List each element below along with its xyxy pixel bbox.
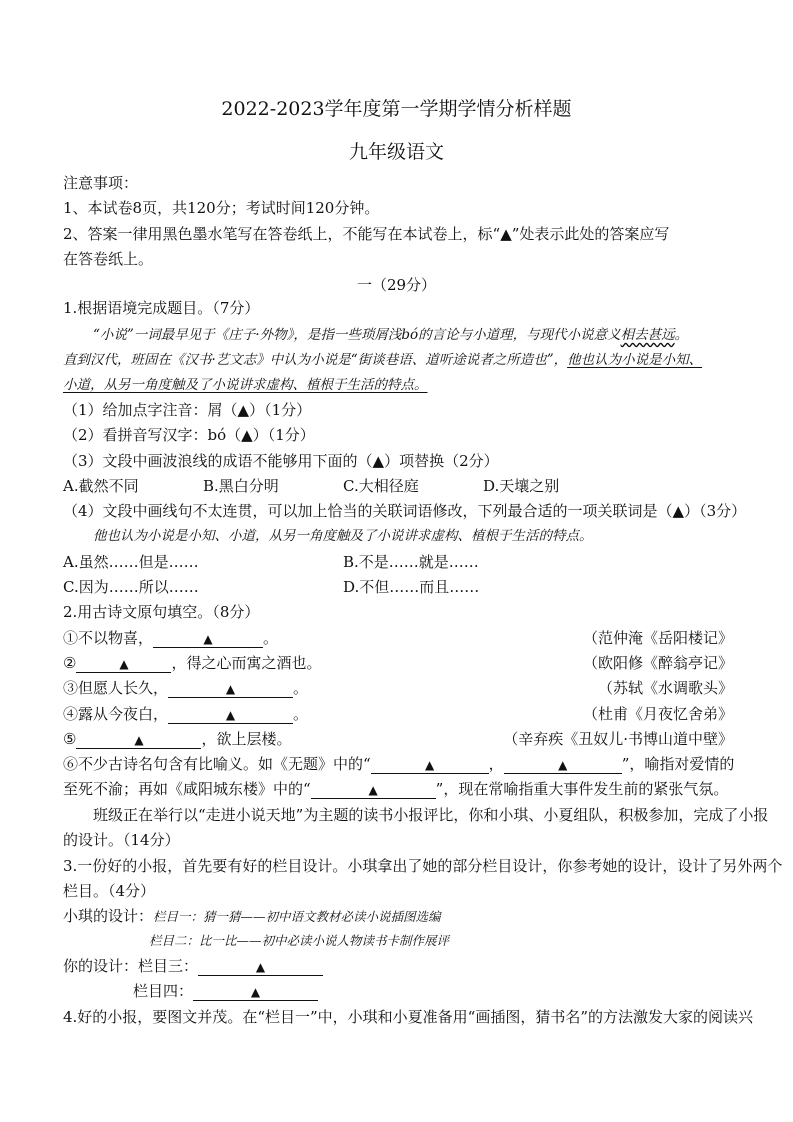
q1-sub-1: （1）给加点字注音：屑（▲）（1分）	[63, 401, 312, 419]
column-one: 栏目一：猜一猜——初中语文教材必读小说插图选编	[153, 909, 441, 924]
poem-text: ③但愿人长久，	[63, 679, 169, 697]
answer-marker: ▲	[119, 657, 129, 671]
poem-text: 。	[293, 679, 309, 697]
q1-passage-line-2	[63, 350, 733, 370]
poem-text: ⑥不少古诗名句含有比喻义。如《无题》中的“	[63, 755, 371, 773]
poem-text: 至死不渝；再如《咸阳城东楼》中的“	[63, 780, 311, 798]
notice-heading: 注意事项：	[63, 174, 139, 192]
poem-text: 。	[263, 629, 279, 647]
q1-stem: 1.根据语境完成题目。（7分）	[63, 299, 260, 317]
option-d: D.天壤之别	[483, 477, 560, 495]
q2-source-5: （辛弃疾《丑奴儿·书博山道中壁》	[503, 730, 733, 748]
poem-text: ①不以物喜，	[63, 629, 154, 647]
answer-blank	[76, 655, 171, 673]
q3-stem-b: 栏目。（4分）	[63, 882, 156, 900]
your-design-label: 你的设计：栏目三：	[63, 957, 199, 975]
answer-marker: ▲	[425, 758, 435, 772]
answer-blank	[371, 756, 489, 774]
q3-your-design-row-1	[63, 956, 733, 976]
poem-text: ，得之心而寓之酒也。	[171, 654, 322, 672]
q3-design-row-1	[63, 906, 733, 927]
wavy-underlined-idiom: 相去甚远	[620, 327, 675, 343]
section-heading: 一（29分）	[356, 276, 437, 294]
q2-stem: 2.用古诗文原句填空。（8分）	[63, 603, 260, 621]
notice-item-2a: 2、答案一律用黑色墨水笔写在答卷纸上，不能写在本试卷上，标“▲”处表示此处的答案应写	[63, 225, 670, 243]
q2-source-1: （范仲淹《岳阳楼记》	[582, 629, 733, 647]
answer-marker: ▲	[203, 632, 213, 646]
answer-blank	[168, 680, 293, 698]
answer-blank	[504, 756, 622, 774]
option-b: B.黑白分明	[203, 477, 279, 495]
exam-subtitle: 九年级语文	[348, 141, 444, 163]
q2-line-7	[63, 779, 733, 799]
design-label: 小琪的设计：	[63, 907, 154, 925]
notice-item-2b: 在答卷纸上。	[63, 250, 154, 268]
q2-source-2: （欧阳修《醉翁亭记》	[582, 654, 733, 672]
q3-stem-a: 3.一份好的小报，首先要有好的栏目设计。小琪拿出了她的部分栏目设计，你参考她的设计，设计了另外两个	[63, 857, 783, 875]
activity-intro-a: 班级正在举行以“走进小说天地”为主题的读书小报评比，你和小琪、小夏组队，积极参加，完成了小报	[93, 806, 769, 824]
q2-source-3: （苏轼《水调歌头》	[597, 679, 733, 697]
answer-blank	[76, 731, 201, 749]
option-c: C.大相径庭	[343, 477, 419, 495]
activity-intro-b: 的设计。（14分）	[63, 831, 180, 849]
answer-blank	[153, 630, 263, 648]
option-c: C.因为……所以……	[63, 578, 199, 596]
poem-text: ④露从今夜白，	[63, 705, 169, 723]
q2-line-6	[63, 754, 733, 774]
option-b: B.不是……就是……	[343, 553, 479, 571]
option-a: A.截然不同	[63, 477, 139, 495]
poem-text: 。	[293, 705, 309, 723]
answer-marker: ▲	[368, 783, 378, 797]
passage-text: 直到汉代，班固在《汉书·艺文志》中认为小说是“街谈巷语、道听途说者之所造也”，	[63, 352, 568, 368]
underlined-sentence: 他也认为小说是小知、	[567, 352, 703, 368]
q1-sub-3: （3）文段中画波浪线的成语不能够用下面的（▲）项替换（2分）	[63, 452, 499, 470]
passage-text: 。	[674, 327, 689, 343]
q2-source-4: （杜甫《月夜忆舍弟》	[582, 705, 733, 723]
passage-text: “小说”一词最早见于《庄子·外物》，是指一些琐屑浅bó的言论与小道理，与现代小说意义	[93, 327, 621, 343]
answer-marker: ▲	[225, 682, 236, 696]
answer-blank	[311, 781, 436, 799]
poem-text: ”，现在常喻指重大事件发生前的紧张气氛。	[435, 780, 729, 798]
answer-marker: ▲	[134, 733, 144, 747]
answer-blank	[168, 706, 293, 724]
q1-sub-2: （2）看拼音写汉字：bó（▲）（1分）	[63, 426, 315, 444]
poem-text: ”，喻指对爱情的	[621, 755, 735, 773]
poem-text: ⑤	[63, 730, 77, 748]
poem-text: ，欲上层楼。	[201, 730, 292, 748]
column-four-row	[133, 981, 318, 1001]
option-d: D.不但……而且……	[343, 578, 480, 596]
underlined-sentence: 小道，从另一角度触及了小说讲求虚构、植根于生活的特点。	[63, 377, 428, 393]
answer-marker: ▲	[255, 960, 266, 974]
q1-passage-line-3	[63, 375, 733, 395]
notice-item-1: 1、本试卷8页，共120分；考试时间120分钟。	[63, 199, 380, 217]
answer-marker: ▲	[250, 985, 261, 999]
column-four-label: 栏目四：	[133, 982, 194, 1000]
answer-marker: ▲	[225, 708, 236, 722]
q1-sub-4: （4）文段中画线句不太连贯，可以加上恰当的关联词语修改，下列最合适的一项关联词是（▲）（3分）	[63, 502, 747, 520]
answer-blank	[198, 958, 323, 976]
q1-passage-line-1	[63, 325, 733, 345]
answer-blank	[193, 983, 318, 1001]
q1-sub-4-sentence: 他也认为小说是小知、小道，从另一角度触及了小说讲求虚构、植根于生活的特点。	[93, 528, 593, 544]
exam-title: 2022-2023学年度第一学期学情分析样题	[221, 98, 572, 120]
poem-text: ②	[63, 654, 77, 672]
answer-marker: ▲	[558, 758, 568, 772]
poem-text: ，	[488, 755, 504, 773]
option-a: A.虽然……但是……	[63, 553, 199, 571]
q4-stem: 4.好的小报，要图文并茂。在“栏目一”中，小琪和小夏准备用“画插图，猜书名”的方法激发大家的阅读兴	[63, 1008, 753, 1026]
column-two: 栏目二：比一比——初中必读小说人物读书卡制作展评	[149, 933, 450, 948]
